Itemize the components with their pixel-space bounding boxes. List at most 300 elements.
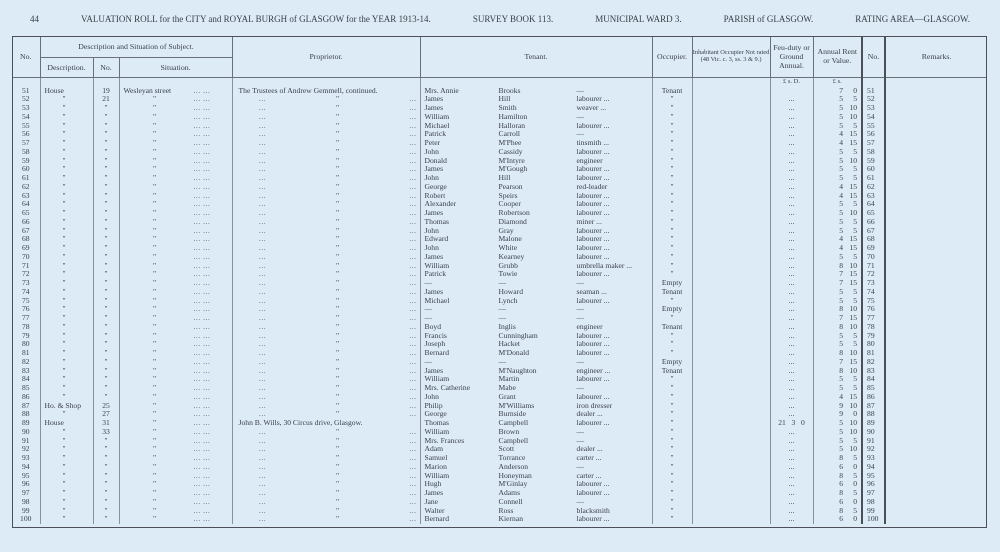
tenant-surname: Torrance [498, 454, 526, 462]
tenant-occupation: dealer ... [576, 445, 603, 454]
ditto-mark: " [335, 427, 340, 436]
tenant-occupation: labourer ... [576, 174, 610, 182]
feu-duty: ... [770, 349, 813, 358]
tenant-first-name: Mrs. Frances [424, 436, 465, 445]
row-number: 93 [12, 454, 40, 463]
feu-duty: ... [770, 209, 813, 218]
leader-dots: ... [258, 392, 267, 401]
tenant-occupation: — [576, 497, 585, 506]
col-proprietor: Proprietor. [232, 36, 420, 77]
col-description-group: Description and Situation of Subject. [40, 36, 232, 57]
house-number: " [93, 227, 119, 236]
rent-pounds: 6 [839, 462, 844, 471]
leader-dots: ... [409, 314, 417, 322]
tenant-first-name: Peter [424, 139, 441, 147]
ditto-mark: " [152, 427, 157, 436]
tenant-occupation: labourer ... [576, 419, 610, 427]
row-number: 85 [12, 384, 40, 393]
tenant-surname: Scott [498, 445, 515, 454]
rent-pounds: 5 [839, 104, 844, 112]
leader-dots: ... [258, 104, 267, 112]
tenant-first-name: Donald [424, 156, 447, 165]
ditto-mark: " [335, 130, 340, 139]
tenant-occupation: labourer ... [576, 95, 610, 104]
rent-pounds: 8 [839, 322, 844, 331]
description: " [40, 183, 93, 192]
leader-dots: ... ... [193, 515, 211, 524]
feu-duty: ... [770, 122, 813, 131]
row-number-right: 88 [862, 410, 885, 419]
ditto-mark: " [152, 410, 157, 419]
rent-pounds: 9 [839, 410, 844, 419]
ditto-mark: " [152, 217, 157, 226]
occupier: " [652, 410, 692, 419]
tenant-surname: Hacket [498, 340, 521, 349]
leader-dots: ... [258, 287, 267, 296]
house-number: " [93, 244, 119, 253]
description: " [40, 507, 93, 516]
ditto-mark: " [152, 296, 157, 305]
ditto-mark: " [152, 174, 157, 182]
house-number: " [93, 262, 119, 271]
occupier: " [652, 445, 692, 454]
feu-duty: ... [770, 288, 813, 297]
row-number: 69 [12, 244, 40, 253]
leader-dots: ... [409, 95, 417, 104]
description: " [40, 157, 93, 166]
tenant-occupation: labourer ... [576, 349, 610, 357]
rent-pounds: 5 [839, 331, 844, 340]
tenant-surname: Grant [498, 392, 516, 401]
tenant-first-name: Alexander [424, 200, 457, 209]
occupier: " [652, 130, 692, 139]
occupier: " [652, 253, 692, 262]
description: " [40, 192, 93, 201]
house-number: " [93, 314, 119, 323]
ditto-mark: " [335, 296, 340, 305]
tenant-surname: Kiernan [498, 515, 523, 524]
row-number: 72 [12, 270, 40, 279]
leader-dots: ... ... [193, 401, 211, 410]
occupier: " [652, 157, 692, 166]
ditto-mark: " [335, 121, 340, 130]
leader-dots: ... [409, 357, 417, 366]
tenant-first-name: Samuel [424, 454, 448, 462]
house-number: " [93, 183, 119, 192]
tenant-surname: M'Ginlay [498, 480, 528, 489]
leader-dots: ... [258, 279, 267, 287]
tenant-occupation: weaver ... [576, 104, 607, 112]
feu-duty: ... [770, 314, 813, 323]
description: " [40, 323, 93, 332]
tenant-first-name: James [424, 104, 444, 112]
house-number: " [93, 174, 119, 183]
ditto-mark: " [335, 436, 340, 445]
occupier: " [652, 314, 692, 323]
occupier: " [652, 437, 692, 446]
tenant-first-name: Patrick [424, 130, 447, 139]
leader-dots: ... [409, 410, 417, 419]
row-number: 71 [12, 262, 40, 271]
rent-shillings: 5 [853, 226, 858, 235]
leader-dots: ... [258, 322, 267, 331]
row-number: 58 [12, 148, 40, 157]
tenant-surname: Hamilton [498, 112, 528, 121]
tenant-surname: Howard [498, 287, 523, 296]
leader-dots: ... [258, 454, 267, 462]
leader-dots: ... [258, 200, 267, 209]
tenant-occupation: labourer ... [576, 375, 610, 384]
tenant-surname: M'Naughton [498, 366, 537, 375]
row-number-right: 90 [862, 428, 885, 437]
tenant-surname: M'Phee [498, 139, 522, 147]
feu-duty: ... [770, 157, 813, 166]
rent-shillings: 15 [849, 235, 858, 244]
ditto-mark: " [335, 287, 340, 296]
occupier: " [652, 192, 692, 201]
rent-shillings: 5 [853, 296, 858, 305]
rent-pounds: 5 [839, 384, 844, 392]
leader-dots: ... ... [193, 305, 211, 314]
rent-shillings: 10 [849, 349, 858, 357]
tenant-first-name: William [424, 112, 450, 121]
row-number: 61 [12, 174, 40, 183]
house-number: " [93, 253, 119, 262]
leader-dots: ... ... [193, 147, 211, 156]
leader-dots: ... [258, 296, 267, 305]
feu-duty: ... [770, 253, 813, 262]
ditto-mark: " [152, 182, 157, 191]
leader-dots: ... ... [193, 252, 211, 261]
leader-dots: ... [409, 165, 417, 174]
col-description: Description. [40, 57, 93, 77]
leader-dots: ... [409, 366, 417, 375]
occupier: " [652, 340, 692, 349]
tenant-occupation: red-leader [576, 182, 608, 191]
description: Ho. & Shop [40, 402, 93, 411]
row-number-right: 59 [862, 157, 885, 166]
row-number-right: 51 [862, 87, 885, 96]
occupier: " [652, 122, 692, 131]
rent-pounds: 6 [839, 480, 844, 489]
row-number: 59 [12, 157, 40, 166]
rent-shillings: 10 [849, 156, 858, 165]
leader-dots: ... [258, 349, 267, 357]
house-number: 33 [93, 428, 119, 437]
leader-dots: ... [258, 130, 267, 139]
ditto-mark: " [335, 209, 340, 217]
row-number: 79 [12, 332, 40, 341]
description: " [40, 515, 93, 524]
leader-dots: ... [258, 401, 267, 410]
row-number-right: 71 [862, 262, 885, 271]
tenant-surname: Honeyman [498, 471, 532, 480]
leader-dots: ... [258, 357, 267, 366]
house-number: " [93, 218, 119, 227]
feu-duty: ... [770, 148, 813, 157]
house-number: " [93, 209, 119, 218]
tenant-occupation: carter ... [576, 471, 602, 480]
row-number: 78 [12, 323, 40, 332]
rent-shillings: 5 [853, 340, 858, 349]
leader-dots: ... ... [193, 454, 211, 462]
ditto-mark: " [335, 462, 340, 471]
tenant-first-name: Mrs. Catherine [424, 384, 471, 392]
leader-dots: ... [258, 375, 267, 384]
leader-dots: ... [409, 121, 417, 130]
leader-dots: ... [409, 454, 417, 462]
page-header [30, 14, 970, 24]
house-number: " [93, 480, 119, 489]
leader-dots: ... [258, 384, 267, 392]
row-number-right: 53 [862, 104, 885, 113]
house-number: " [93, 139, 119, 148]
feu-duty: ... [770, 393, 813, 402]
feu-duty: ... [770, 367, 813, 376]
leader-dots: ... [409, 112, 417, 121]
ditto-mark: " [152, 270, 157, 279]
tenant-surname: — [498, 279, 507, 287]
ditto-mark: " [335, 357, 340, 366]
occupier: " [652, 113, 692, 122]
feu-duty: ... [770, 410, 813, 419]
row-number-right: 58 [862, 148, 885, 157]
leader-dots: ... ... [193, 156, 211, 165]
tenant-occupation: labourer ... [576, 480, 610, 489]
description: " [40, 95, 93, 104]
ditto-mark: " [152, 279, 157, 287]
feu-duty: ... [770, 174, 813, 183]
description: " [40, 498, 93, 507]
ditto-mark: " [335, 392, 340, 401]
feu-duty: ... [770, 507, 813, 516]
occupier: " [652, 472, 692, 481]
tenant-first-name: Joseph [424, 340, 446, 349]
leader-dots: ... ... [193, 270, 211, 279]
description: " [40, 297, 93, 306]
occupier: " [652, 262, 692, 271]
rent-pounds: 5 [839, 112, 844, 121]
tenant-occupation: labourer ... [576, 340, 610, 349]
tenant-occupation: engineer ... [576, 366, 611, 375]
feu-units: £ s. D. [770, 77, 813, 87]
row-number-right: 93 [862, 454, 885, 463]
description: " [40, 349, 93, 358]
leader-dots: ... [258, 95, 267, 104]
house-number: " [93, 130, 119, 139]
ditto-mark: " [152, 357, 157, 366]
house-number: " [93, 297, 119, 306]
rent-pounds: 5 [839, 165, 844, 174]
row-number: 100 [12, 515, 40, 524]
leader-dots: ... [409, 296, 417, 305]
row-number-right: 52 [862, 95, 885, 104]
occupier: " [652, 297, 692, 306]
row-number-right: 91 [862, 437, 885, 446]
row-number-right: 69 [862, 244, 885, 253]
row-number-right: 79 [862, 332, 885, 341]
ditto-mark: " [152, 130, 157, 139]
rent-shillings: 5 [853, 436, 858, 445]
tenant-first-name: George [424, 182, 447, 191]
leader-dots: ... [258, 366, 267, 375]
occupier: " [652, 148, 692, 157]
tenant-occupation: labourer ... [576, 244, 610, 252]
ditto-mark: " [152, 139, 157, 147]
ditto-mark: " [152, 305, 157, 314]
ditto-mark: " [335, 384, 340, 392]
rent-shillings: 5 [853, 200, 858, 209]
house-number: " [93, 235, 119, 244]
tenant-first-name: Hugh [424, 480, 442, 489]
leader-dots: ... [409, 104, 417, 112]
leader-dots: ... ... [193, 480, 211, 489]
ditto-mark: " [335, 235, 340, 244]
leader-dots: ... [409, 497, 417, 506]
leader-dots: ... ... [193, 200, 211, 209]
row-number: 64 [12, 200, 40, 209]
row-number: 52 [12, 95, 40, 104]
ditto-mark: " [152, 445, 157, 454]
tenant-first-name: William [424, 471, 450, 480]
leader-dots: ... [409, 182, 417, 191]
tenant-occupation: labourer ... [576, 252, 610, 261]
rating-area: RATING AREA—GLASGOW. [855, 14, 970, 24]
description: " [40, 200, 93, 209]
house-number: " [93, 507, 119, 516]
row-number: 74 [12, 288, 40, 297]
tenant-first-name: Jane [424, 497, 439, 506]
description: " [40, 445, 93, 454]
tenant-first-name: Boyd [424, 322, 441, 331]
rent-shillings: 10 [849, 104, 858, 112]
rent-shillings: 5 [853, 95, 858, 104]
description: " [40, 218, 93, 227]
rent-shillings: 5 [853, 454, 858, 462]
leader-dots: ... ... [193, 349, 211, 357]
rent-pounds: 5 [839, 174, 844, 182]
tenant-occupation: labourer ... [576, 235, 610, 244]
leader-dots: ... ... [193, 261, 211, 270]
tenant-surname: Anderson [498, 462, 529, 471]
occupier: " [652, 498, 692, 507]
tenant-first-name: Bernard [424, 515, 449, 524]
tenant-occupation: seaman ... [576, 287, 607, 296]
tenant-surname: Robertson [498, 209, 530, 217]
row-number: 55 [12, 122, 40, 131]
house-number: " [93, 332, 119, 341]
row-number-right: 63 [862, 192, 885, 201]
row-number: 57 [12, 139, 40, 148]
row-number-right: 75 [862, 297, 885, 306]
rent-shillings: 5 [853, 147, 858, 156]
occupier: " [652, 235, 692, 244]
description: House [40, 419, 93, 428]
tenant-surname: Carroll [498, 130, 521, 139]
description: " [40, 340, 93, 349]
leader-dots: ... [258, 112, 267, 121]
row-number-right: 61 [862, 174, 885, 183]
leader-dots: ... ... [193, 419, 211, 427]
tenant-first-name: Mrs. Annie [424, 86, 459, 95]
house-number: " [93, 393, 119, 402]
ditto-mark: " [152, 506, 157, 515]
leader-dots: ... [258, 489, 267, 497]
description: " [40, 165, 93, 174]
row-number-right: 96 [862, 480, 885, 489]
feu-duty: ... [770, 498, 813, 507]
tenant-first-name: Patrick [424, 270, 447, 279]
ditto-mark: " [152, 462, 157, 471]
occupier: " [652, 174, 692, 183]
house-number: " [93, 157, 119, 166]
row-number: 99 [12, 507, 40, 516]
feu-duty: ... [770, 244, 813, 253]
leader-dots: ... [409, 270, 417, 279]
col-inhabitant: Inhabitant Occupier Not rated (48 Vic. c. 3, ss. 3 & 9.) [692, 36, 770, 77]
row-number-right: 78 [862, 323, 885, 332]
tenant-surname: Speirs [498, 191, 518, 200]
description: " [40, 279, 93, 288]
row-number: 65 [12, 209, 40, 218]
leader-dots: ... [409, 506, 417, 515]
tenant-occupation: blacksmith [576, 506, 610, 515]
leader-dots: ... [258, 121, 267, 130]
leader-dots: ... [258, 252, 267, 261]
description: " [40, 375, 93, 384]
tenant-surname: Brown [498, 427, 520, 436]
leader-dots: ... [258, 305, 267, 314]
rent-pounds: 5 [839, 95, 844, 104]
description: " [40, 288, 93, 297]
ditto-mark: " [152, 287, 157, 296]
description: " [40, 305, 93, 314]
occupier: Tenant [652, 323, 692, 332]
leader-dots: ... [258, 147, 267, 156]
rent-pounds: 4 [839, 191, 844, 200]
col-tenant: Tenant. [420, 36, 652, 77]
occupier: " [652, 95, 692, 104]
ditto-mark: " [335, 480, 340, 489]
occupier: " [652, 463, 692, 472]
rent-shillings: 0 [853, 86, 858, 95]
tenant-first-name: John [424, 226, 439, 235]
ditto-mark: " [152, 165, 157, 174]
rent-shillings: 10 [849, 419, 858, 427]
ditto-mark: " [152, 480, 157, 489]
tenant-surname: M'Intyre [498, 156, 525, 165]
leader-dots: ... ... [193, 340, 211, 349]
ditto-mark: " [335, 200, 340, 209]
row-number: 70 [12, 253, 40, 262]
house-number: " [93, 323, 119, 332]
description: " [40, 244, 93, 253]
row-number-right: 81 [862, 349, 885, 358]
feu-duty: ... [770, 297, 813, 306]
rent-shillings: 10 [849, 261, 858, 270]
row-number-right: 94 [862, 463, 885, 472]
tenant-surname: M'Gough [498, 165, 528, 174]
row-number-right: 77 [862, 314, 885, 323]
row-number-right: 67 [862, 227, 885, 236]
rent-shillings: 0 [853, 497, 858, 506]
leader-dots: ... [409, 287, 417, 296]
ditto-mark: " [152, 375, 157, 384]
leader-dots: ... [258, 506, 267, 515]
col-no: No. [12, 36, 40, 77]
ditto-mark: " [152, 384, 157, 392]
ditto-mark: " [152, 104, 157, 112]
